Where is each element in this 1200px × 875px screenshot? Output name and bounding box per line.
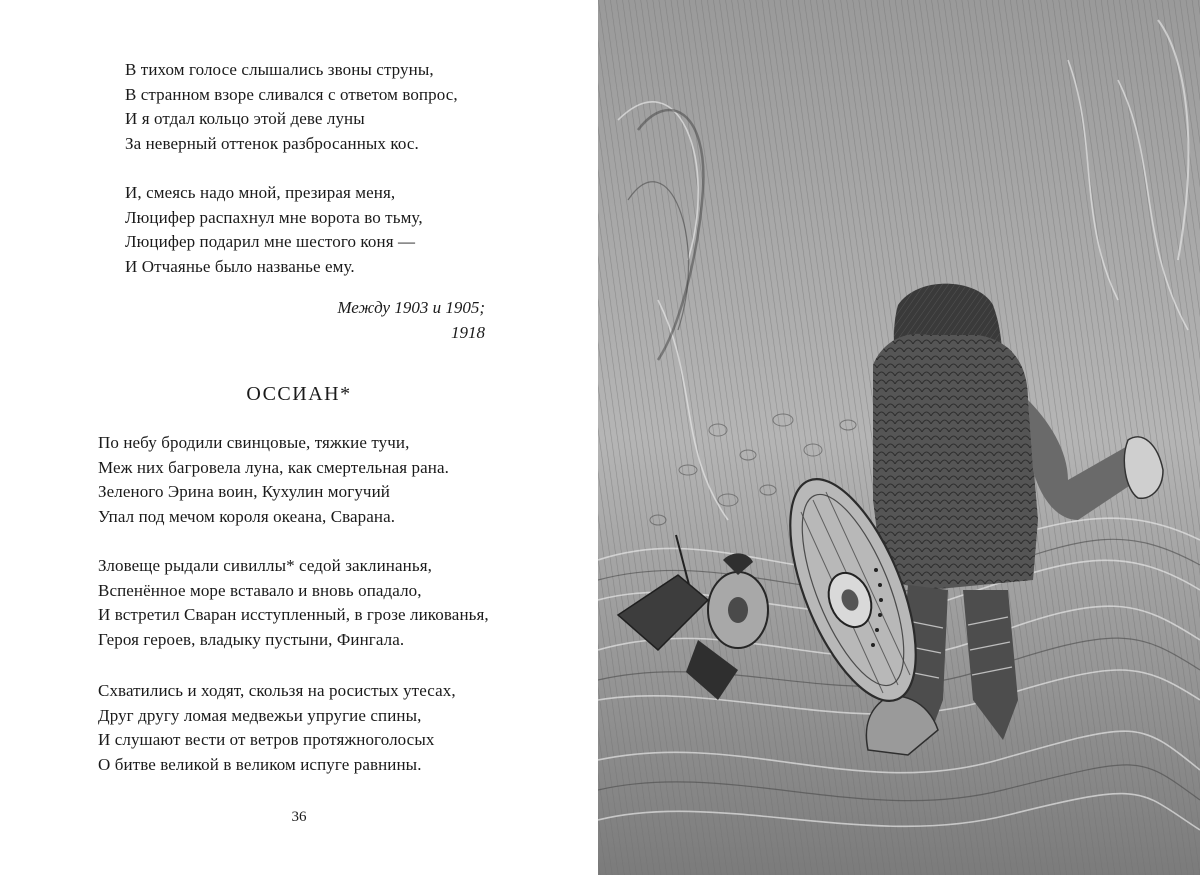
stanza [98,554,489,652]
poem-dating [337,295,485,345]
verse-line: В странном взоре сливался с ответом вопрос, [125,84,458,104]
verse-line: И встретил Сваран исступленный, в грозе ликованья, [98,605,489,624]
verse-line: По небу бродили свинцовые, тяжкие тучи, [98,433,410,452]
stanza [98,679,456,777]
verse-line: И слушают вести от ветров протяжноголосых [98,730,435,749]
dating-line: Между 1903 и 1905; [337,298,485,317]
verse-line: Друг другу ломая медвежьи упругие спины, [98,705,422,725]
verse-line: И я отдал кольцо этой деве луны [125,109,365,128]
stanza [125,181,423,279]
verse-line: И Отчаянье было названье ему. [125,256,355,276]
verse-line: Меж них багровела луна, как смертельная рана. [98,457,449,477]
verse-line: О битве великой в великом испуге равнины. [98,754,422,774]
verse-line: За неверный оттенок разбросанных кос. [125,133,419,153]
text-page [0,0,598,875]
illustration [598,0,1200,875]
verse-line: Вспенённое море вставало и вновь опадало, [98,580,422,600]
verse-line: Зеленого Эрина воин, Кухулин могучий [98,482,390,501]
verse-line: Героя героев, владыку пустыни, Фингала. [98,629,405,649]
warrior-drawing [598,0,1200,875]
verse-line: Люцифер распахнул мне ворота во тьму, [125,207,423,227]
verse-line: Люцифер подарил мне шестого коня — [125,232,416,251]
verse-line: В тихом голосе слышались звоны струны, [125,60,434,79]
verse-line: Упал под мечом короля океана, Сварана. [98,506,396,526]
stanza [125,58,458,156]
stanza [98,431,449,529]
dating-line: 1918 [451,323,485,342]
poem-title: ОССИАН* [246,383,352,405]
verse-line: И, смеясь надо мной, презирая меня, [125,183,396,202]
verse-line: Зловеще рыдали сивиллы* седой заклинанья, [98,556,432,575]
verse-line: Схватились и ходят, скользя на росистых утесах, [98,681,456,700]
page-number: 36 [291,809,307,825]
